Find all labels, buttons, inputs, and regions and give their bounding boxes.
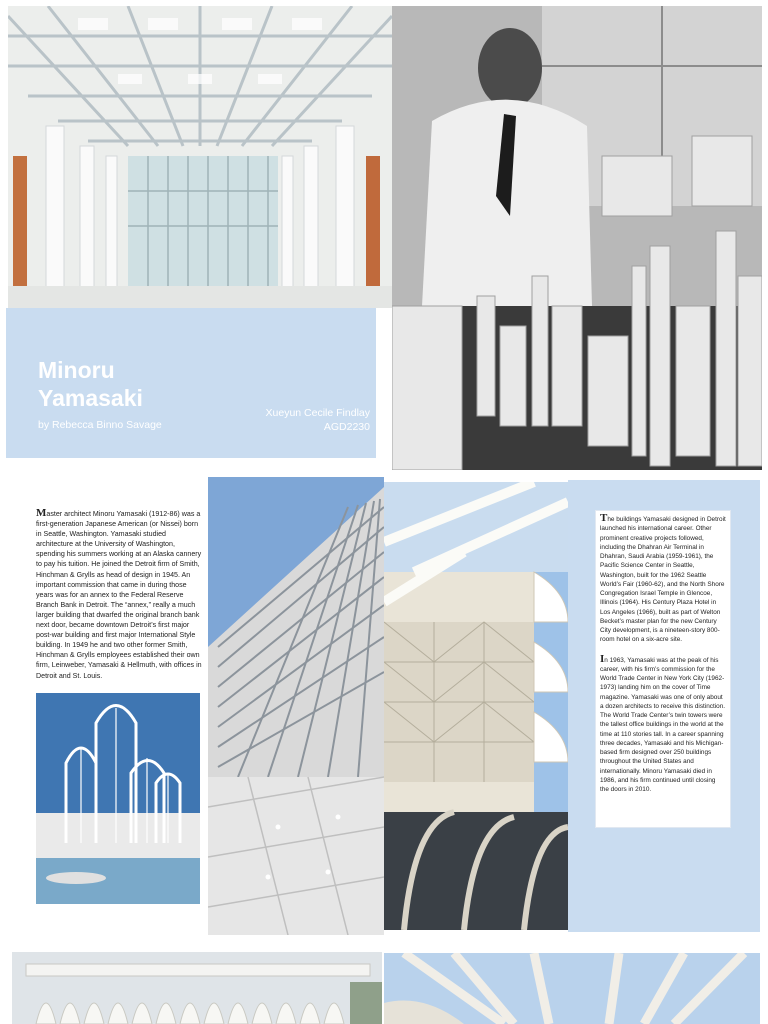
byline: by Rebecca Binno Savage [38,419,162,431]
article-title: Minoru Yamasaki [38,357,143,411]
credit-course: AGD2230 [323,421,370,433]
ribbed-canopy-photo [384,953,760,1024]
article-paragraph: aster architect Minoru Yamasaki (1912-86) was a first-generation Japanese American (or Nissei) born in Seattle, Washington. Yamasaki studied architecture at the University of Washington, spending his summers working at an Alaska cannery to pay his tuition. He joined the Detroit firm of Smith, Hinchman & Grylls as head of design in 1945. An important commission that came in during those years was for an annex to the Federal Reserve Branch Bank in Detroit. The “annex,” really a much larger building that dwarfed the original branch bank next door, became downtown Detroit’s first major post-war building and first major International Style building. In 1949 he and two other former Smith, Hinchman & Grylls employees established their own firm, Leinweber, Yamasaki & Hellmuth, with offices in Detroit and St. Louis. [36,510,202,680]
tower-facade-photo [208,477,384,935]
interior-colonnade-photo [8,6,392,308]
dropcap: I [600,652,605,665]
credit-block [266,406,370,434]
dropcap: T [600,512,608,524]
article-column-left [36,508,202,681]
arches-photo [36,693,200,904]
dropcap: M [36,508,47,519]
architect-portrait-photo [392,6,762,470]
vault-ceiling-photo [384,482,568,930]
arcade-facade-photo [12,952,382,1024]
article-paragraph: The buildings Yamasaki designed in Detroit launched his international career. Other prominent creative projects followed, including the Dhahran Air Terminal in Dhahran, Saudi Arabia (1959-1961), the Pacific Science Center in Seattle, Washington, built for the 1962 Seattle World’s Fair (1960-62), and the North Shore Congregation Israel Temple in Glencoe, Illinois (1964). His Century Plaza Hotel in Los Angeles (1966), built as part of Welton Becket’s master plan for the new Century City development, is a nineteen-story 800-room hotel on a six-acre site. [600,512,726,644]
credit-name: Xueyun Cecile Findlay [265,407,370,419]
sidebar-text-box [595,510,731,828]
sidebar-text [600,514,726,804]
article-paragraph: In 1963, Yamasaki was at the peak of his career, with his firm’s commission for the World Trade Center in New York City (1962-1973) landing him on the cover of Time magazine. Yamasaki was one of only about a dozen architects to receive this distinction. The World Trade Center’s twin towers were the tallest office buildings in the world at the time at 110 stories tall. In a career spanning three decades, Yamasaki and his Michigan-based firm designed over 250 buildings throughout the United States and internationally. Minoru Yamasaki died in 1986, and his firm continued until closing the doors in 2010. [600,652,726,793]
title-panel [6,308,376,458]
